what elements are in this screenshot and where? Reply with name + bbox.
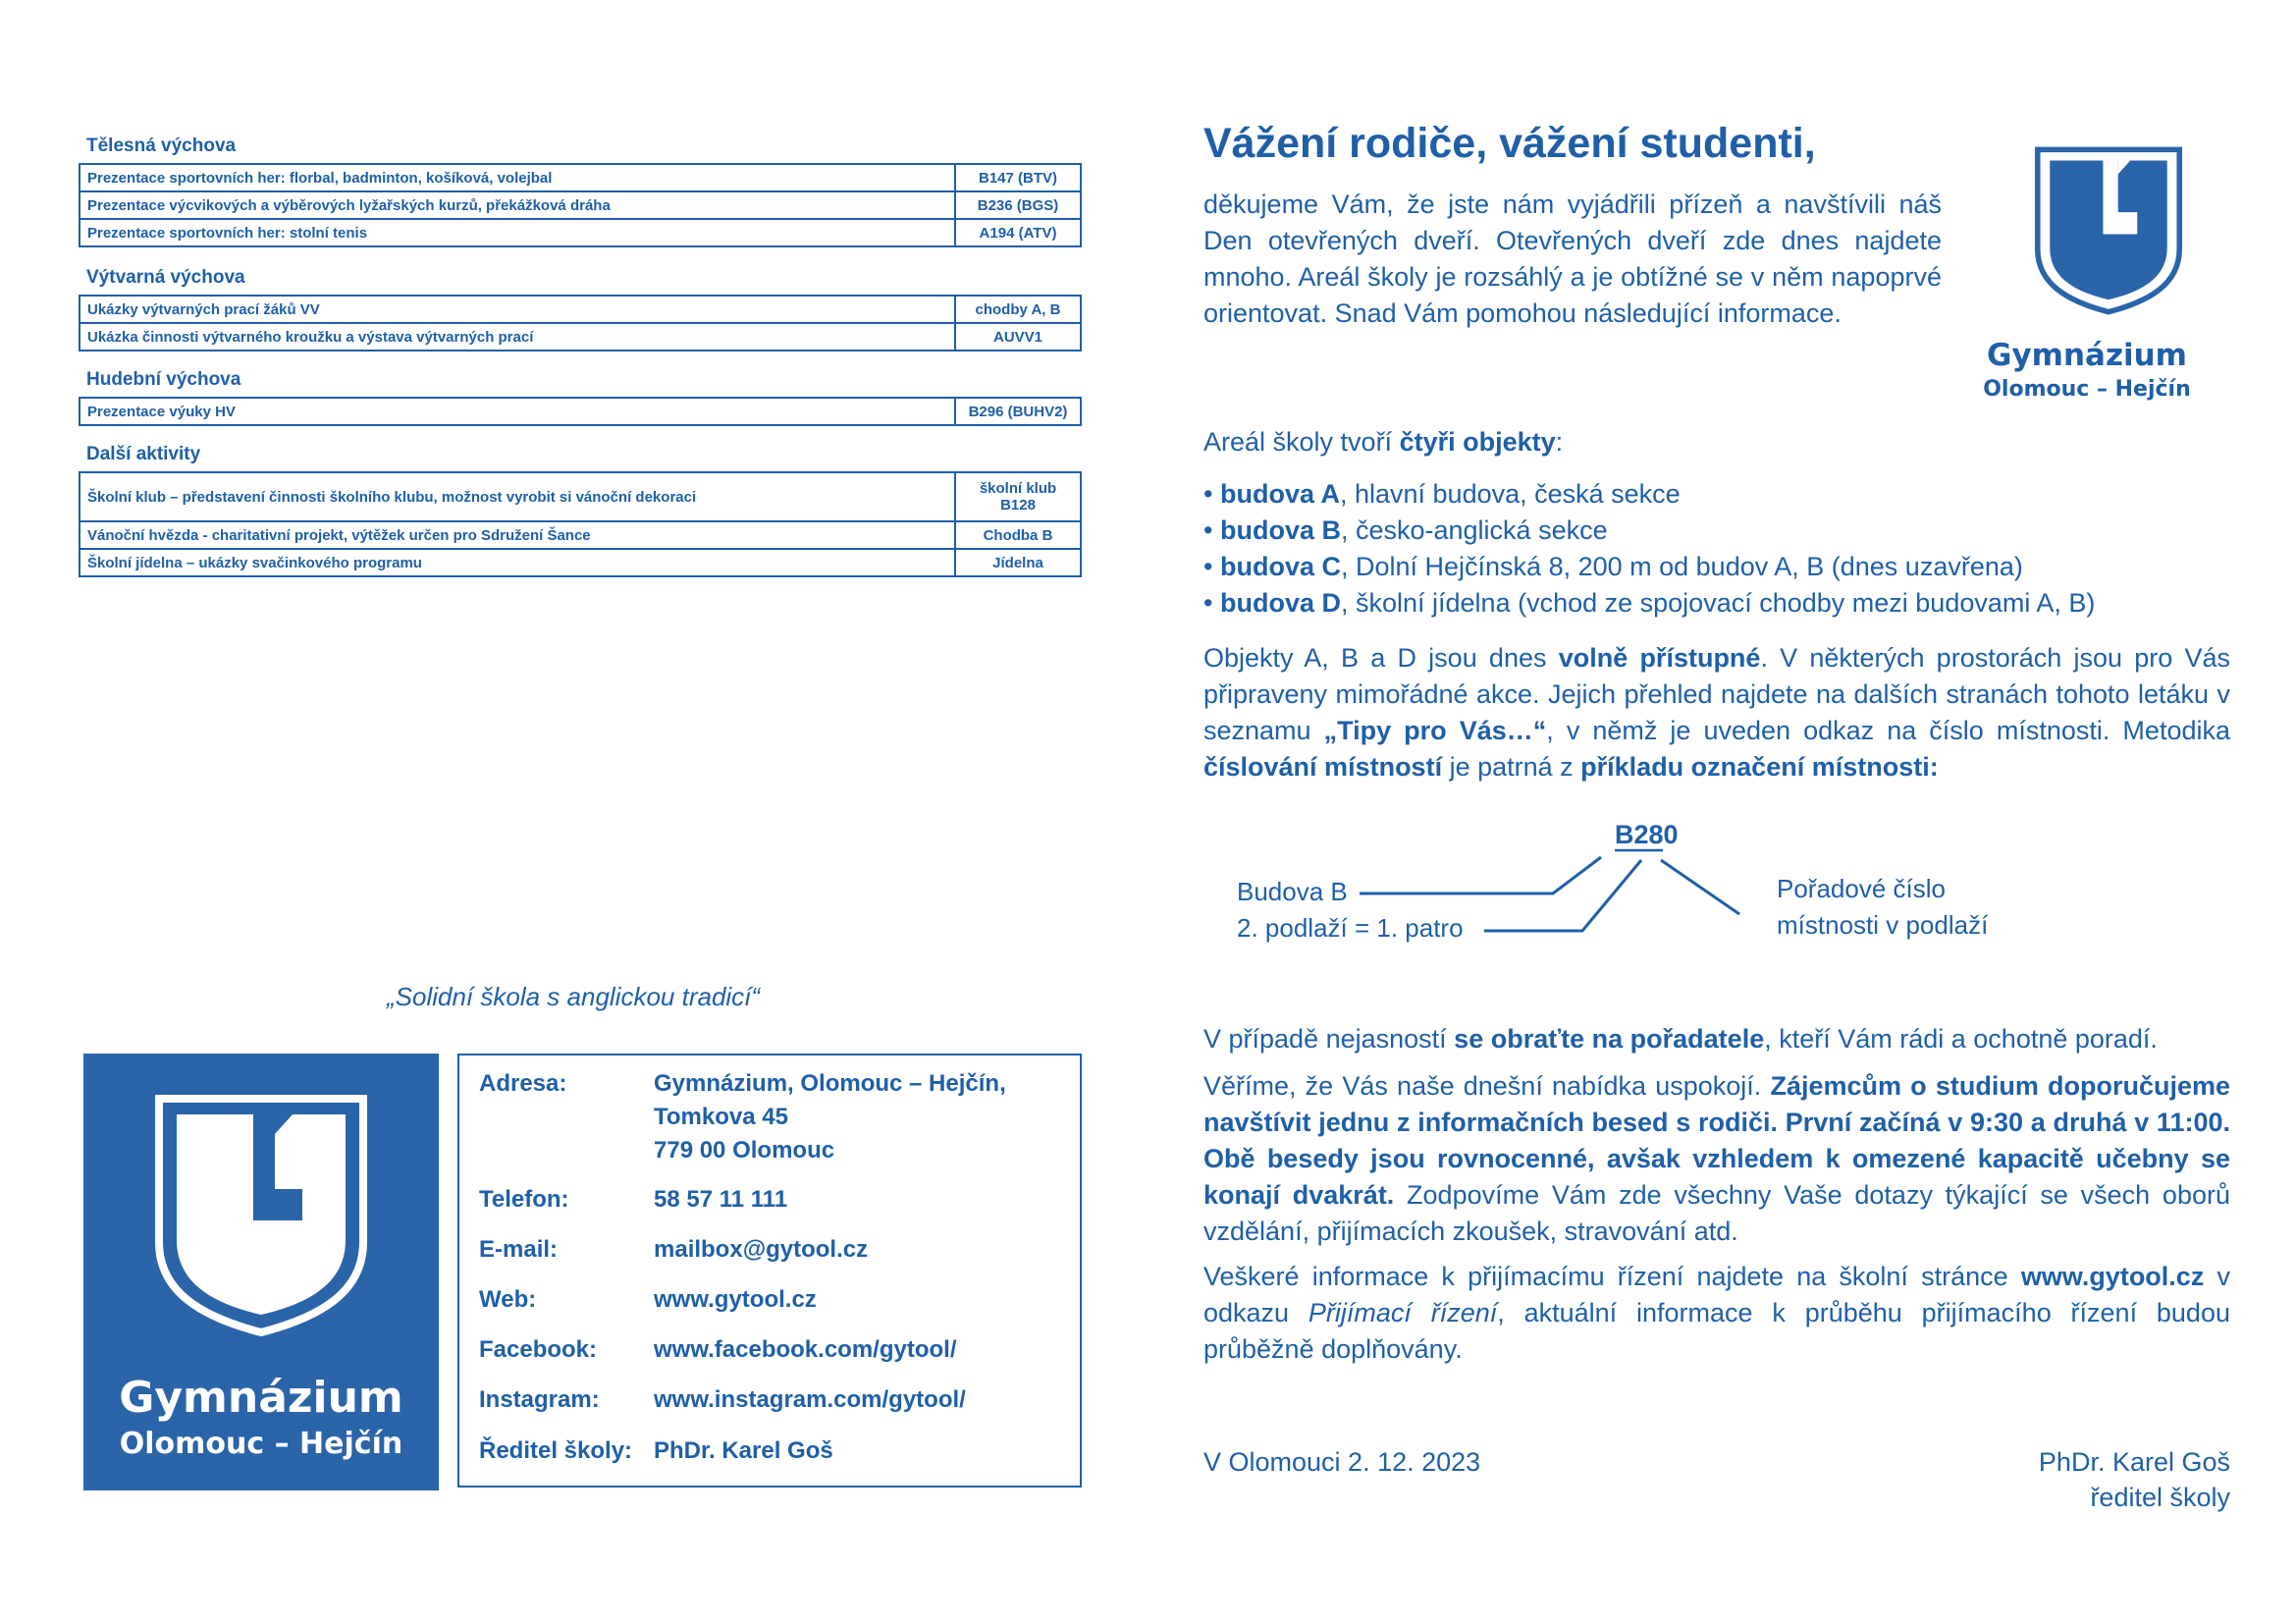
section-pe	[79, 135, 1082, 247]
school-logo-small	[1973, 126, 2201, 420]
text-run: :	[1555, 427, 1564, 457]
table-row	[80, 549, 1081, 576]
activity-cell: Vánoční hvězda - charitativní projekt, výtěžek určen pro Sdružení Šance	[80, 521, 955, 549]
text-run: příkladu označení místnosti:	[1580, 752, 1939, 782]
text-run: v odkazu	[1203, 1262, 2230, 1327]
logo-title: Gymnázium	[1987, 338, 2187, 373]
diagram-order-label: místnosti v podlaží	[1777, 910, 1989, 940]
phone-value: 58 57 11 111	[654, 1186, 788, 1213]
school-shield-logo-icon	[2035, 143, 2182, 318]
activity-cell: Prezentace sportovních her: stolní tenis	[80, 219, 955, 246]
web-link[interactable]: www.gytool.cz	[2020, 1262, 2205, 1291]
room-cell: B147 (BTV)	[955, 164, 1081, 191]
letter-heading: Vážení rodiče, vážení studenti,	[1203, 120, 1816, 167]
text-run: Areál školy tvoří	[1203, 427, 1400, 457]
instagram-link[interactable]: www.instagram.com/gytool/	[654, 1386, 966, 1413]
table-row	[80, 323, 1081, 351]
list-item: • budova B, česko-anglická sekce	[1203, 515, 1608, 545]
text-run: Zájemcům o studium doporučujeme navštívit jednu z informačních besed s rodiči. První začíná v 9:30 a druhá v 11:00. Obě besedy jsou rovnocenné, avšak vzhledem k omezené kapacitě učebny se konají dvakrát.	[1203, 1071, 2231, 1210]
room-cell: Jídelna	[955, 549, 1081, 576]
room-cell: Chodba B	[955, 521, 1081, 549]
section-title: Další aktivity	[86, 444, 201, 464]
diagram-building-label: Budova B	[1237, 877, 1348, 906]
text-run: Věříme, že Vás naše dnešní nabídka uspokojí.	[1203, 1071, 1771, 1101]
list-item-text: , školní jídelna (vchod ze spojovací chodby mezi budovami A, B)	[1340, 588, 2096, 618]
table-row	[80, 398, 1081, 425]
email-label: E-mail:	[479, 1236, 559, 1263]
room-cell: B296 (BUHV2)	[955, 398, 1081, 425]
text-run: je patrná z	[1442, 752, 1581, 782]
table-row	[80, 521, 1081, 549]
activity-cell: Ukázka činnosti výtvarného kroužku a výstava výtvarných prací	[80, 323, 955, 351]
text-run: . V některých prostorách jsou pro Vás připraveny mimořádné akce. Jejich přehled najdete na dalších stranách tohoto letáku v seznamu	[1203, 643, 2230, 745]
activity-cell: Ukázky výtvarných prací žáků VV	[80, 296, 955, 323]
text-run: čtyři objekty	[1399, 427, 1556, 457]
room-cell: chodby A, B	[955, 296, 1081, 323]
logo-title: Gymnázium	[119, 1373, 403, 1423]
address-line: Gymnázium, Olomouc – Hejčín,	[654, 1070, 1006, 1097]
text-run: , kteří Vám rádi a ochotně poradí.	[1764, 1024, 2158, 1054]
activity-cell: Školní klub – představení činnosti školního klubu, možnost vyrobit si vánoční dekoraci	[80, 472, 955, 521]
text-run: Objekty A, B a D jsou dnes	[1203, 643, 1559, 673]
list-item-bold: budova C	[1219, 552, 1341, 581]
section-title: Výtvarná výchova	[86, 267, 245, 288]
activity-cell: Prezentace výuky HV	[80, 398, 955, 425]
web-label: Web:	[479, 1286, 537, 1313]
text-run: , v němž je uveden odkaz na číslo místnosti. Metodika	[1546, 716, 2230, 745]
section-title: Hudební výchova	[86, 369, 241, 390]
section-title: Tělesná výchova	[86, 135, 237, 156]
table-row	[80, 164, 1081, 191]
section-music	[79, 369, 1082, 426]
director-label: Ředitel školy:	[479, 1437, 633, 1464]
text-run: „Tipy pro Vás…“	[1323, 716, 1547, 745]
activity-cell: Prezentace sportovních her: florbal, badminton, košíková, volejbal	[80, 164, 955, 191]
intro-paragraph: děkujeme Vám, že jste nám vyjádřili přízeň a navštívili náš Den otevřených dveří. Otevřených dveří zde dnes najdete mnoho. Areál školy je rozsáhlý a je obtížné se v něm napoprvé orientovat. Snad Vám pomohou následující informace.	[1203, 189, 1942, 328]
text-run: číslování místností	[1203, 752, 1443, 782]
text-run: Veškeré informace k přijímacímu řízení najdete na školní stránce	[1203, 1262, 2021, 1291]
room-cell: AUVV1	[955, 323, 1081, 351]
objects-intro	[1203, 424, 2244, 460]
list-item-text: , Dolní Hejčínská 8, 200 m od budov A, B (dnes uzavřena)	[1340, 552, 2023, 581]
list-item: • budova C, Dolní Hejčínská 8, 200 m od budov A, B (dnes uzavřena)	[1203, 552, 2023, 581]
facebook-label: Facebook:	[479, 1336, 598, 1363]
address-label: Adresa:	[479, 1070, 567, 1097]
contact-box	[457, 1054, 1082, 1488]
address-line: 779 00 Olomouc	[654, 1137, 835, 1164]
table-row	[80, 191, 1081, 219]
activity-table	[79, 163, 1082, 247]
director-name: PhDr. Karel Goš	[654, 1437, 833, 1464]
text-run: volně přístupné	[1558, 643, 1761, 673]
activity-table	[79, 471, 1082, 577]
list-item-text: , hlavní budova, česká sekce	[1339, 479, 1681, 509]
list-item-text: , česko-anglická sekce	[1340, 515, 1608, 545]
section-art	[79, 267, 1082, 352]
signature-name: PhDr. Karel Goš	[2038, 1447, 2230, 1477]
room-cell	[955, 472, 1081, 521]
paragraph-admission	[1203, 1259, 2230, 1368]
table-row	[80, 472, 1081, 521]
list-item-bold: budova A	[1219, 479, 1340, 509]
address-line: Tomkova 45	[654, 1104, 788, 1130]
room-number-diagram	[1217, 820, 2101, 960]
web-link[interactable]: www.gytool.cz	[654, 1286, 817, 1313]
room-cell: B236 (BGS)	[955, 191, 1081, 219]
text-run: Zodpovíme Vám zde všechny Vaše dotazy týkající se všech oborů vzdělání, přijímacích zkoušek, stravování atd.	[1203, 1180, 2230, 1246]
list-item: • budova D, školní jídelna (vchod ze spojovací chodby mezi budovami A, B)	[1203, 588, 2096, 618]
facebook-link[interactable]: www.facebook.com/gytool/	[654, 1336, 957, 1363]
phone-label: Telefon:	[479, 1186, 569, 1213]
room-code: B280	[1615, 820, 1679, 849]
building-list	[1203, 476, 2244, 622]
diagram-order-label: Pořadové číslo	[1777, 874, 1946, 903]
text-run: se obraťte na pořadatele	[1454, 1024, 1765, 1054]
list-item-bold: budova D	[1219, 588, 1341, 618]
list-item: • budova A, hlavní budova, česká sekce	[1203, 479, 1681, 509]
logo-subtitle: Olomouc – Hejčín	[1983, 377, 2191, 402]
signature-role: ředitel školy	[2090, 1483, 2230, 1512]
list-item-bold: budova B	[1219, 515, 1341, 545]
instagram-label: Instagram:	[479, 1386, 600, 1413]
school-logo-box	[83, 1054, 439, 1490]
paragraph-access	[1203, 640, 2230, 785]
table-row	[80, 219, 1081, 246]
diagram-floor-label: 2. podlaží = 1. patro	[1237, 913, 1464, 943]
school-shield-logo-icon	[155, 1095, 367, 1336]
activity-table	[79, 295, 1082, 352]
table-row	[80, 296, 1081, 323]
room-cell: A194 (ATV)	[955, 219, 1081, 246]
email-link[interactable]: mailbox@gytool.cz	[654, 1236, 869, 1263]
activity-cell: Školní jídelna – ukázky svačinkového programu	[80, 549, 955, 576]
activity-table	[79, 397, 1082, 426]
text-run: V případě nejasností	[1203, 1024, 1455, 1054]
section-other	[79, 444, 1082, 577]
text-run: , aktuální informace k průběhu přijímacího řízení budou průběžně doplňovány.	[1203, 1298, 2230, 1364]
activity-cell: Prezentace výcvikových a výběrových lyžařských kurzů, překážková dráha	[80, 191, 955, 219]
room-line: B128	[1000, 497, 1036, 514]
logo-subtitle: Olomouc – Hejčín	[119, 1427, 403, 1461]
school-motto: „Solidní škola s anglickou tradicí“	[387, 982, 761, 1011]
text-run: Přijímací řízení	[1308, 1298, 1498, 1327]
room-line: školní klub	[979, 480, 1057, 497]
paragraph-organizers	[1203, 1021, 2244, 1057]
paragraph-sessions	[1203, 1068, 2230, 1250]
place-date: V Olomouci 2. 12. 2023	[1203, 1447, 1481, 1477]
